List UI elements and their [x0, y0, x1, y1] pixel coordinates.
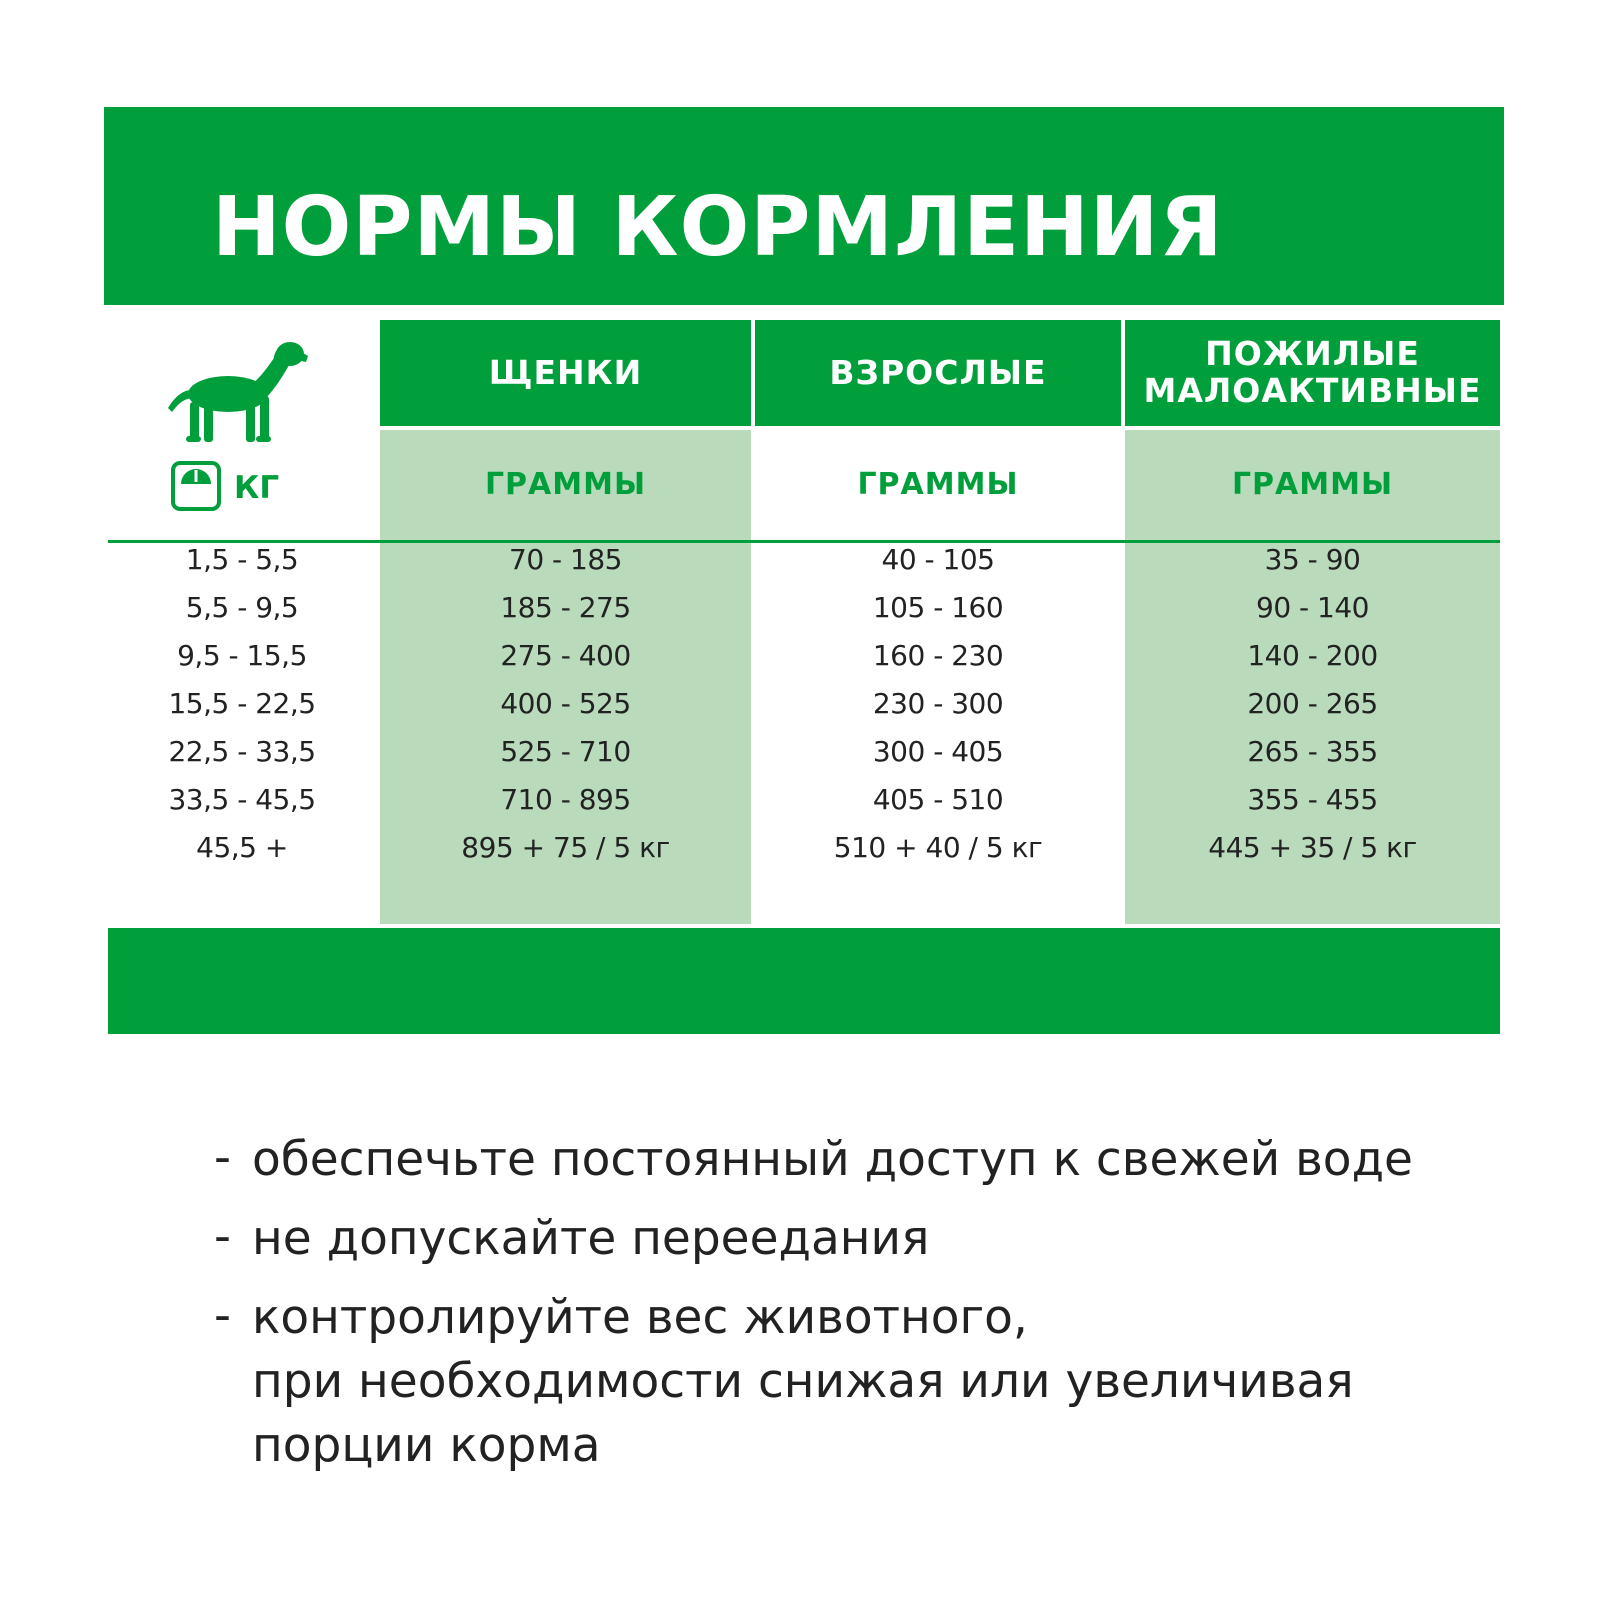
note-text: - обеспечьте постоянный доступ к свежей воде	[252, 1132, 1413, 1187]
value-cell: 35 - 90	[1264, 543, 1361, 576]
column-header	[1125, 320, 1500, 426]
note-text: - контролируйте вес животного,	[252, 1290, 1028, 1345]
column-header-label: ЩЕНКИ	[488, 352, 643, 392]
value-cell: 105 - 160	[872, 591, 1004, 624]
value-cell: 90 - 140	[1256, 591, 1369, 624]
value-cell: 300 - 405	[872, 735, 1004, 768]
column-seniors	[1125, 320, 1500, 924]
title-band	[104, 107, 1504, 305]
value-cell: 355 - 455	[1247, 783, 1378, 816]
weight-cell: 15,5 - 22,5	[168, 687, 316, 720]
value-cell: 525 - 710	[500, 735, 631, 768]
value-cell: 510 + 40 / 5 кг	[833, 831, 1043, 864]
weight-cell: 22,5 - 33,5	[168, 735, 316, 768]
column-header-label: МАЛОАКТИВНЫЕ	[1143, 371, 1482, 410]
note-text: - не допускайте переедания	[252, 1211, 930, 1266]
value-cell: 140 - 200	[1247, 639, 1378, 672]
column-unit: ГРАММЫ	[1231, 466, 1394, 502]
note-item	[214, 1207, 1413, 1271]
value-cell: 265 - 355	[1247, 735, 1378, 768]
value-cell: 160 - 230	[872, 639, 1004, 672]
weight-unit-label: КГ	[234, 470, 280, 506]
weight-cell: 33,5 - 45,5	[168, 783, 316, 816]
column-header	[380, 320, 751, 426]
value-cell: 40 - 105	[881, 543, 995, 576]
note-text: при необходимости снижая или увеличивая	[252, 1354, 1354, 1409]
column-header-label: ПОЖИЛЫЕ	[1205, 334, 1420, 374]
column-unit: ГРАММЫ	[857, 466, 1019, 502]
header-divider	[108, 540, 1500, 543]
weight-cell: 5,5 - 9,5	[185, 591, 299, 624]
feeding-notes	[214, 1128, 1413, 1493]
value-cell: 275 - 400	[500, 639, 631, 672]
value-cell: 710 - 895	[500, 783, 631, 816]
value-cell: 400 - 525	[500, 687, 631, 720]
note-item	[214, 1286, 1413, 1478]
bottom-band	[108, 928, 1500, 1034]
value-cell: 895 + 75 / 5 кг	[461, 831, 670, 864]
weight-column	[108, 320, 376, 924]
value-cell: 405 - 510	[872, 783, 1004, 816]
column-unit: ГРАММЫ	[484, 466, 647, 502]
note-item	[214, 1128, 1413, 1192]
value-cell: 70 - 185	[509, 543, 622, 576]
value-cell: 200 - 265	[1247, 687, 1378, 720]
column-header-label: ВЗРОСЛЫЕ	[829, 352, 1047, 392]
note-text: порции корма	[252, 1418, 601, 1473]
column-puppies	[380, 320, 751, 924]
column-header	[755, 320, 1121, 426]
weight-cell: 9,5 - 15,5	[177, 639, 307, 672]
value-cell: 230 - 300	[872, 687, 1004, 720]
value-cell: 445 + 35 / 5 кг	[1208, 831, 1417, 864]
column-adults	[755, 320, 1121, 924]
value-cell: 185 - 275	[500, 591, 631, 624]
weight-cell: 1,5 - 5,5	[185, 543, 299, 576]
page-title: НОРМЫ КОРМЛЕНИЯ	[212, 180, 1224, 275]
weight-cell: 45,5 +	[196, 831, 288, 864]
